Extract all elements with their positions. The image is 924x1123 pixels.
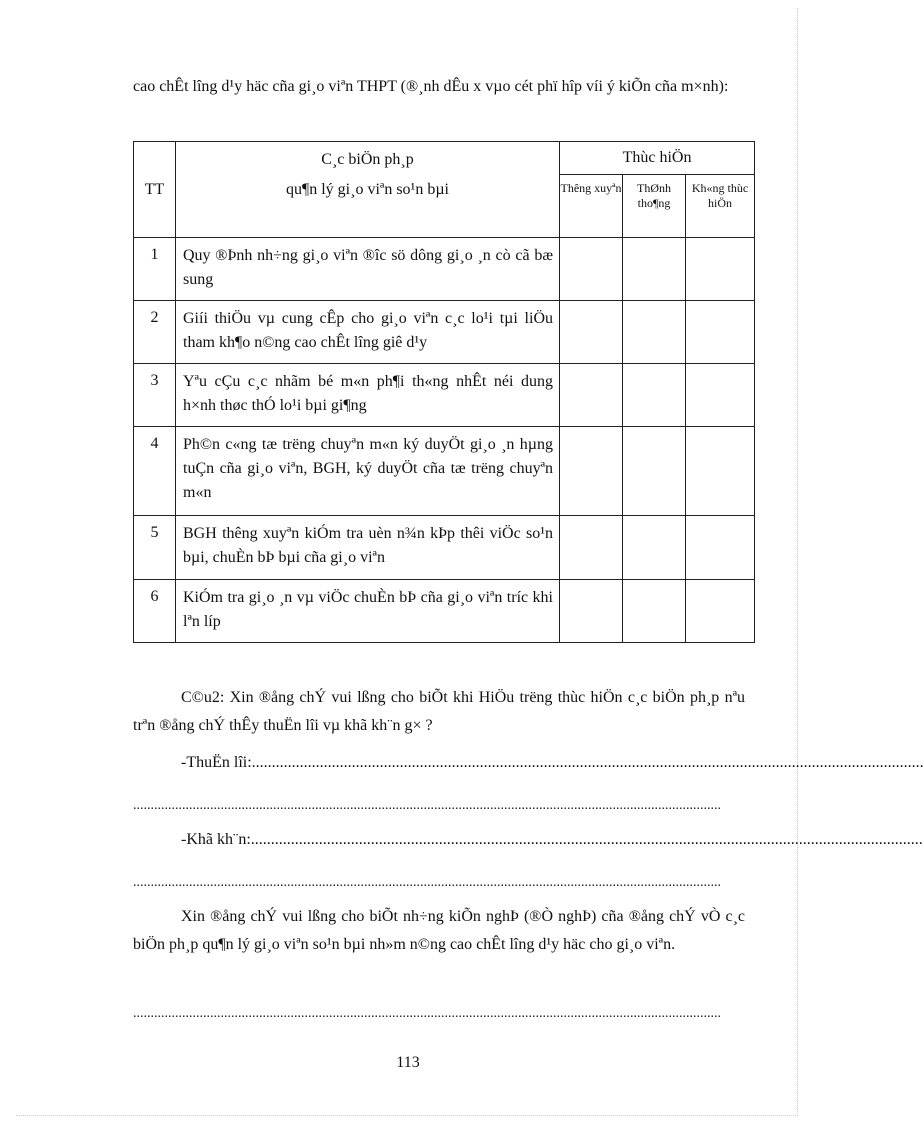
cell-occasional[interactable] (623, 580, 686, 643)
header-tt: TT (134, 142, 176, 238)
advantage-label: -ThuËn lîi: (181, 754, 252, 771)
survey-table (133, 141, 755, 643)
advantage-dots: ........................................................................................................................................................................ (251, 754, 924, 771)
page-number: 113 (396, 1054, 420, 1071)
row-measure: KiÓm tra gi¸o ¸n vµ viÖc chuÈn bÞ cña gi¸o viªn tríc khi lªn líp (176, 580, 560, 643)
row-measure: Quy ®Þnh nh÷ng gi¸o viªn ®îc sö dông gi¸o ¸n cò cã bæ sung (176, 238, 560, 301)
cell-regular[interactable] (560, 427, 623, 516)
row-number: 4 (134, 427, 176, 516)
subheader-never: Kh«ng thùc hiÖn (686, 174, 755, 237)
answer-dotted-line[interactable]: ........................................................................................................................................................................ (133, 798, 721, 813)
question-2: C©u2: Xin ®ång chÝ vui lßng cho biÕt khi HiÖu trëng thùc hiÖn c¸c biÖn ph¸p nªu trªn ®ång chÝ thÊy thuËn lîi vµ khã kh¨n g× ? (133, 689, 745, 734)
intro-paragraph: cao chÊt lîng d¹y häc cña gi¸o viªn THPT (®¸nh dÊu x vµo cét phï hîp víi ý kiÕn cña m×nh): (133, 78, 729, 95)
cell-regular[interactable] (560, 301, 623, 364)
cell-occasional[interactable] (623, 427, 686, 516)
cell-occasional[interactable] (623, 301, 686, 364)
table-header-row (134, 142, 755, 175)
advantage-line[interactable] (181, 752, 924, 774)
cell-never[interactable] (686, 238, 755, 301)
row-measure: Giíi thiÖu vµ cung cÊp cho gi¸o viªn c¸c lo¹i tµi liÖu tham kh¶o n©ng cao chÊt lîng giê d¹y (176, 301, 560, 364)
subheader-regular: Thêng xuyªn (560, 174, 623, 237)
cell-never[interactable] (686, 301, 755, 364)
subheader-occasional: ThØnh tho¶ng (623, 174, 686, 237)
row-number: 2 (134, 301, 176, 364)
difficulty-dots: ........................................................................................................................................................................ (250, 831, 923, 848)
row-number: 5 (134, 516, 176, 580)
table-row (134, 238, 755, 301)
difficulty-label: -Khã kh¨n: (181, 831, 251, 848)
row-measure: BGH thêng xuyªn kiÓm tra uèn n¾n kÞp thêi viÖc so¹n bµi, chuÈn bÞ bµi cña gi¸o viªn (176, 516, 560, 580)
table-row (134, 301, 755, 364)
table-row (134, 580, 755, 643)
answer-dotted-line[interactable]: ........................................................................................................................................................................ (133, 875, 721, 890)
row-number: 1 (134, 238, 176, 301)
cell-occasional[interactable] (623, 364, 686, 427)
request-paragraph: Xin ®ång chÝ vui lßng cho biÕt nh÷ng kiÕn nghÞ (®Ò nghÞ) cña ®ång chÝ vÒ c¸c biÖn ph¸p qu¶n lý gi¸o viªn so¹n bµi nh»m n©ng cao chÊt lîng d¹y häc cho gi¸o viªn. (133, 908, 745, 953)
table-row (134, 516, 755, 580)
header-measure-line1: C¸c biÖn ph¸p (321, 151, 414, 168)
row-measure: Yªu cÇu c¸c nhãm bé m«n ph¶i th«ng nhÊt néi dung h×nh thøc thÓ lo¹i bµi gi¶ng (176, 364, 560, 427)
cell-occasional[interactable] (623, 238, 686, 301)
header-implementation: Thùc hiÖn (560, 142, 755, 175)
table-row (134, 364, 755, 427)
cell-regular[interactable] (560, 238, 623, 301)
cell-never[interactable] (686, 580, 755, 643)
cell-occasional[interactable] (623, 516, 686, 580)
answer-dotted-line[interactable]: ........................................................................................................................................................................ (133, 1006, 721, 1021)
cell-never[interactable] (686, 516, 755, 580)
cell-regular[interactable] (560, 516, 623, 580)
cell-regular[interactable] (560, 364, 623, 427)
row-number: 3 (134, 364, 176, 427)
row-number: 6 (134, 580, 176, 643)
header-measure-line2: qu¶n lý gi¸o viªn so¹n bµi (285, 181, 449, 198)
cell-never[interactable] (686, 364, 755, 427)
row-measure: Ph©n c«ng tæ trëng chuyªn m«n ký duyÖt gi¸o ¸n hµng tuÇn cña gi¸o viªn, BGH, ký duyÖt cña tæ trëng chuyªn m«n (176, 427, 560, 516)
difficulty-line[interactable] (181, 829, 923, 851)
cell-regular[interactable] (560, 580, 623, 643)
header-measure (176, 142, 560, 238)
table-row (134, 427, 755, 516)
cell-never[interactable] (686, 427, 755, 516)
